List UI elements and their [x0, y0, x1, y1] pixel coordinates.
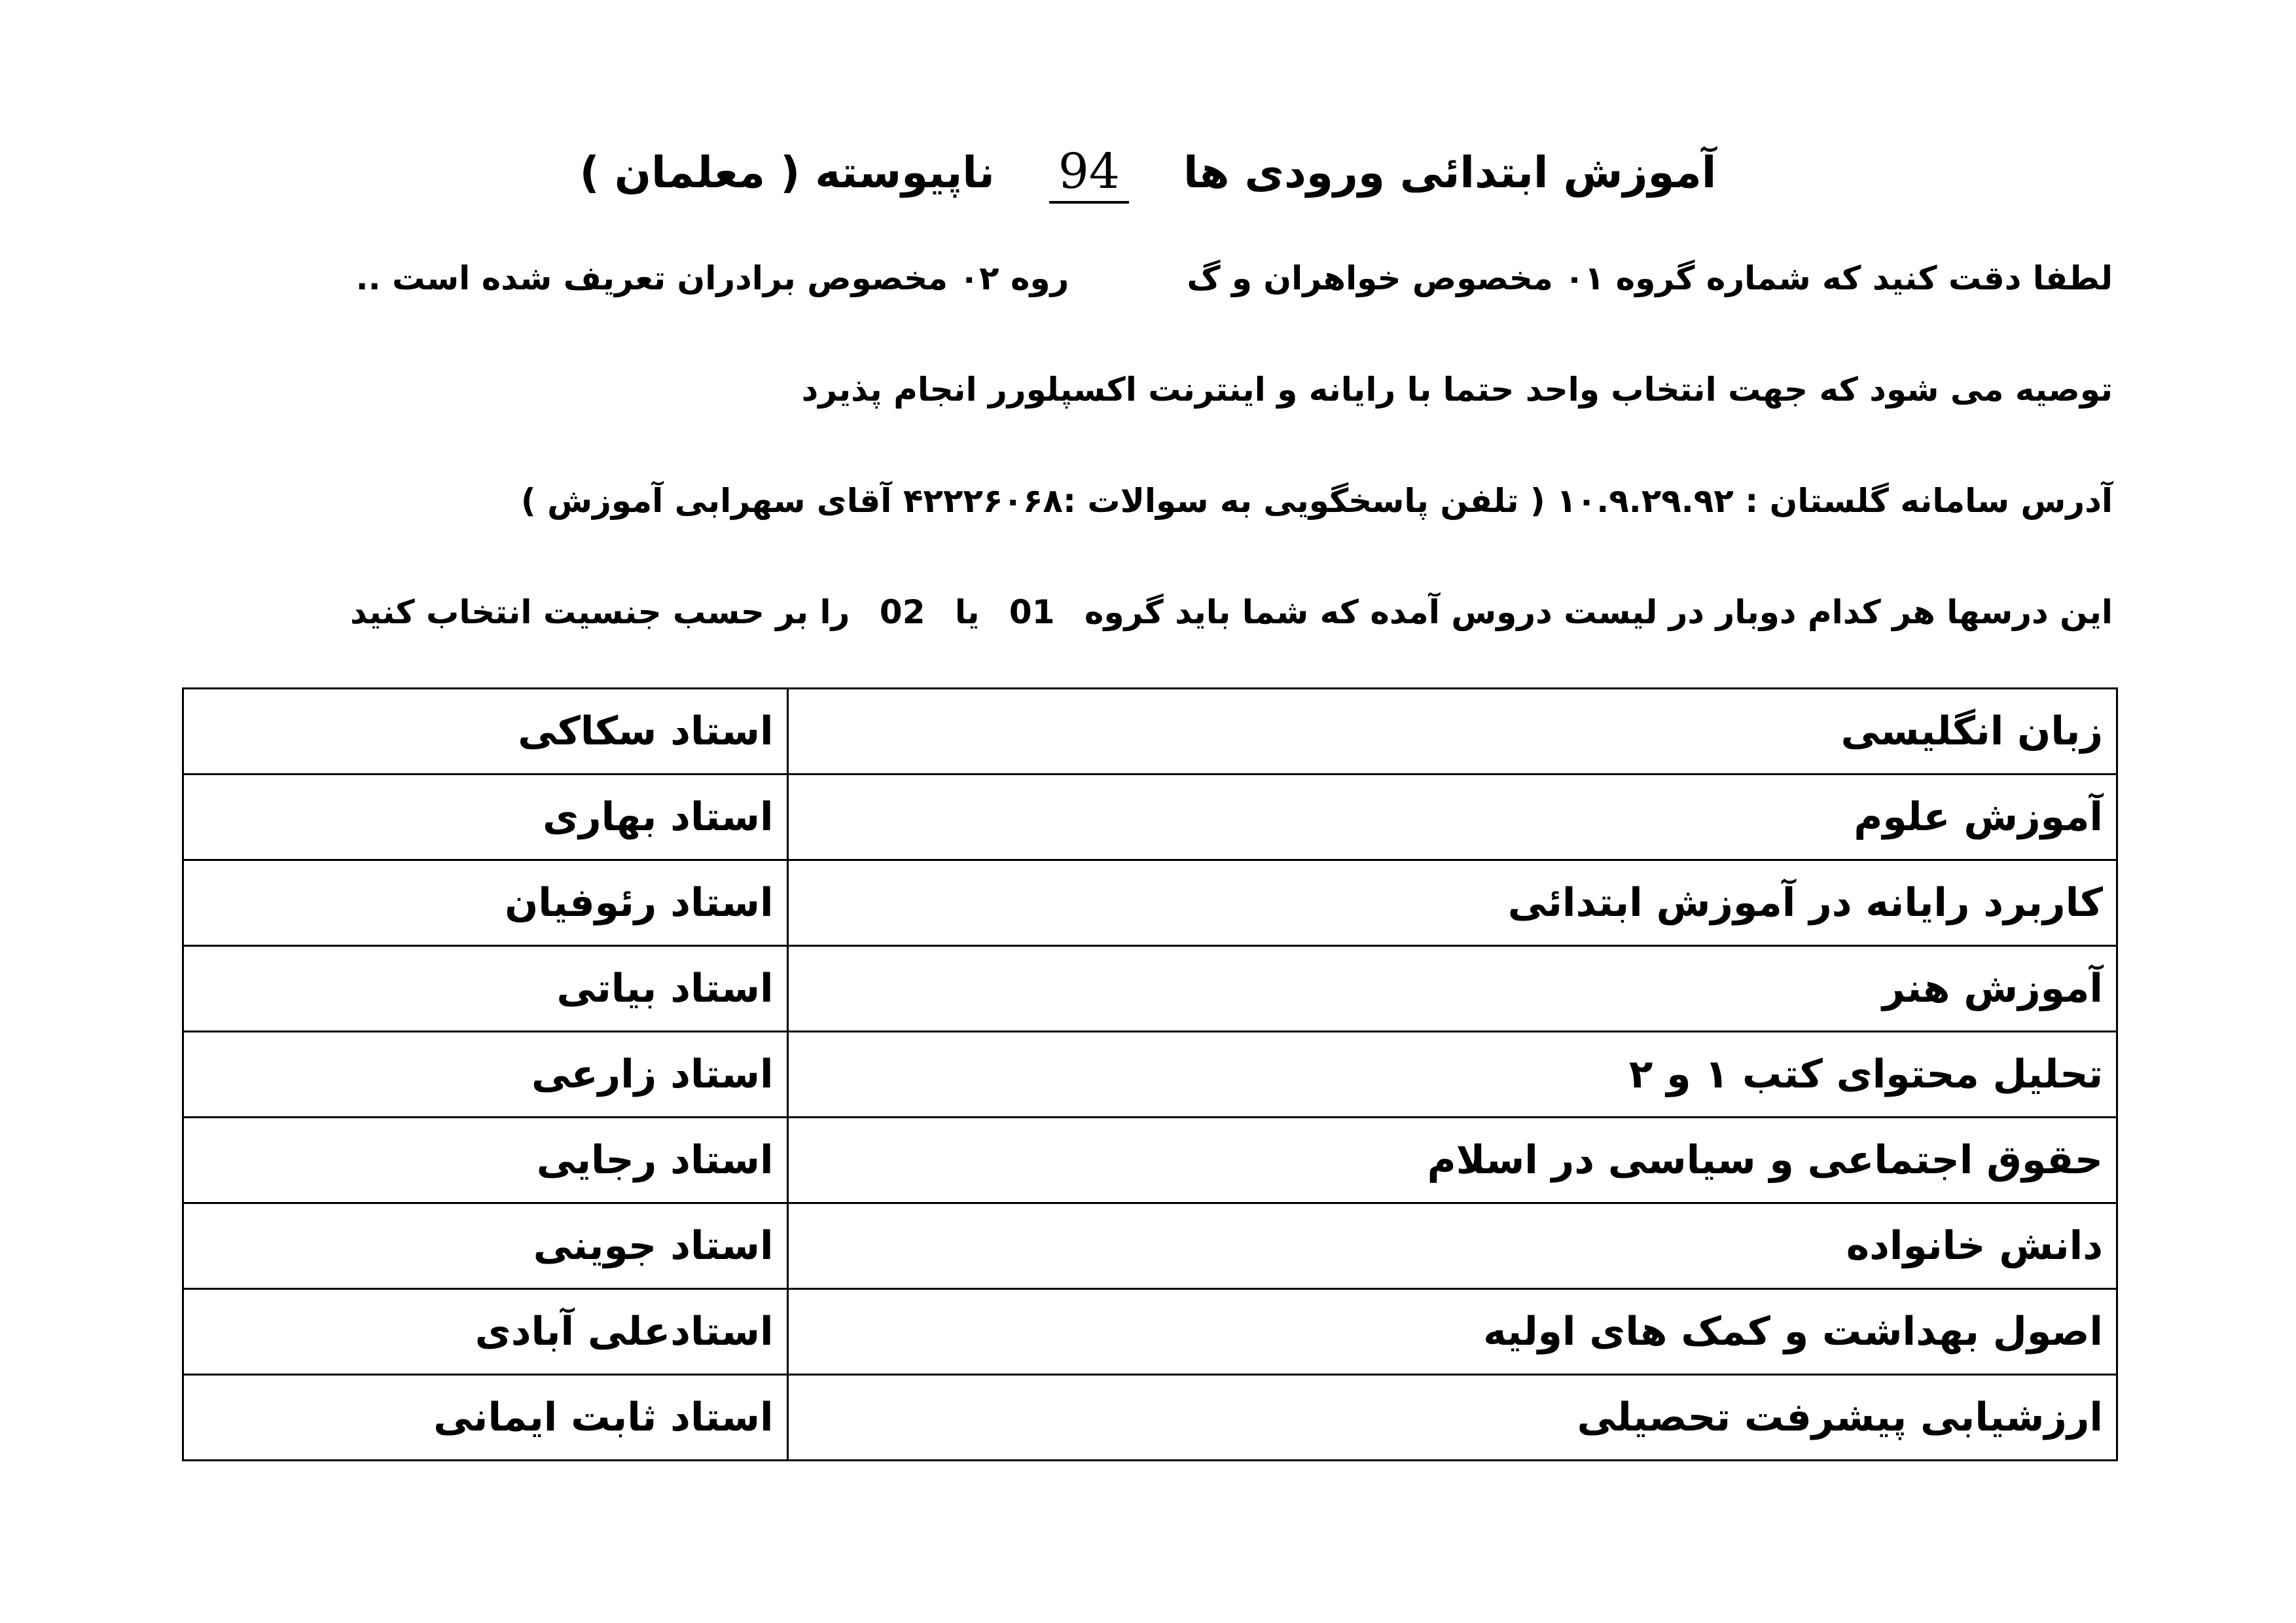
course-selection-note-part2: را بر حسب جنسیت انتخاب کنید [350, 593, 850, 631]
gender-group-note-part2: روه ۰۲ مخصوص برادران تعریف شده است .. [355, 259, 1069, 297]
course-name: تحلیل محتوای کتب ۱ و ۲ [787, 1032, 2117, 1118]
teacher-name: استاد ثابت ایمانی [183, 1375, 788, 1461]
browser-recommendation-note: توصیه می شود که جهت انتخاب واحد حتما با رایانه و اینترنت اکسپلورر انجام پذیرد [801, 371, 2113, 409]
teacher-name: استاد زارعی [183, 1032, 788, 1118]
title-text: آموزش ابتدائی ورودی ها [1183, 147, 1717, 198]
course-name: حقوق اجتماعی و سیاسی در اسلام [787, 1118, 2117, 1203]
course-name: ارزشیابی پیشرفت تحصیلی [787, 1375, 2117, 1461]
teacher-name: استادعلی آبادی [183, 1289, 788, 1375]
table-row [183, 689, 2117, 775]
gender-group-note-part1: لطفا دقت کنید که شماره گروه ۰۱ مخصوص خواهران و گ [1187, 259, 2113, 297]
table-row [183, 775, 2117, 860]
gender-group-note [182, 255, 2113, 301]
course-name: اصول بهداشت و کمک های اولیه [787, 1289, 2117, 1375]
table-row [183, 1375, 2117, 1461]
teacher-name: استاد رجایی [183, 1118, 788, 1203]
course-selection-note [182, 589, 2113, 635]
system-address-note: آدرس سامانه گلستان : ۱۰.۹.۲۹.۹۲ ( تلفن پاسخگویی به سوالات :۴۲۲۲۶۰۶۸ آقای سهرابی آموزش ) [520, 482, 2113, 520]
teacher-name: استاد بهاری [183, 775, 788, 860]
table-row [183, 1289, 2117, 1375]
course-name: آموزش هنر [787, 946, 2117, 1032]
table-row [183, 1118, 2117, 1203]
teacher-name: استاد بیاتی [183, 946, 788, 1032]
page-title [0, 124, 2296, 216]
course-selection-note-part1: این درسها هر کدام دوبار در لیست دروس آمده که شما باید گروه [1084, 593, 2113, 631]
teacher-name: استاد جوینی [183, 1203, 788, 1289]
course-name: آموزش علوم [787, 775, 2117, 860]
courses-table [182, 687, 2118, 1461]
course-name: زبان انگلیسی [787, 689, 2117, 775]
group-01-label: 01 [1009, 593, 1055, 631]
table-row [183, 1203, 2117, 1289]
title-subtext: ناپیوسته ( معلمان ) [579, 147, 995, 198]
table-row [183, 1032, 2117, 1118]
title-entry-year: 94 [1049, 142, 1129, 204]
teacher-name: استاد رئوفیان [183, 860, 788, 946]
course-name: دانش خانواده [787, 1203, 2117, 1289]
group-02-label: 02 [879, 593, 925, 631]
course-name: کاربرد رایانه در آموزش ابتدائی [787, 860, 2117, 946]
teacher-name: استاد سکاکی [183, 689, 788, 775]
table-row [183, 946, 2117, 1032]
table-row [183, 860, 2117, 946]
or-label: یا [954, 593, 980, 631]
